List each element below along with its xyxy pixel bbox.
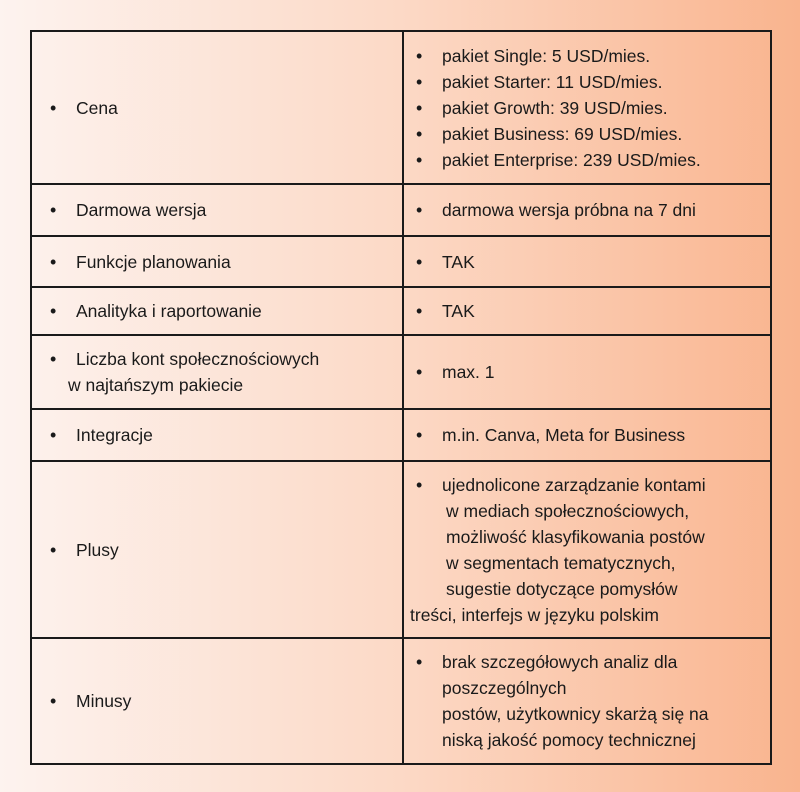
price-item: • pakiet Enterprise: 239 USD/mies. bbox=[412, 147, 762, 173]
row-value-cell bbox=[403, 31, 771, 184]
row-value-cell bbox=[403, 184, 771, 236]
price-item: • pakiet Single: 5 USD/mies. bbox=[412, 43, 762, 69]
row-label-cell bbox=[31, 409, 403, 461]
row-label-continued: w najtańszym pakiecie bbox=[68, 375, 244, 395]
row-value-cell bbox=[403, 409, 771, 461]
row-value-cell bbox=[403, 461, 771, 638]
table-row bbox=[31, 409, 771, 461]
row-label-cell bbox=[31, 461, 403, 638]
row-value-cell bbox=[403, 287, 771, 335]
pros-line: w mediach społecznościowych, bbox=[446, 500, 690, 521]
row-label-cell bbox=[31, 184, 403, 236]
pros-line: • ujednolicone zarządzanie kontami bbox=[412, 472, 762, 498]
cons-line: postów, użytkownicy skarżą się na bbox=[442, 704, 709, 724]
comparison-table bbox=[30, 30, 772, 765]
price-item: • pakiet Business: 69 USD/mies. bbox=[412, 121, 762, 147]
price-item: • pakiet Starter: 11 USD/mies. bbox=[412, 69, 762, 95]
row-label: • Integracje bbox=[46, 422, 394, 448]
table-row bbox=[31, 236, 771, 287]
row-value-cell bbox=[403, 638, 771, 764]
row-label-cell bbox=[31, 335, 403, 409]
table-row bbox=[31, 335, 771, 409]
row-label: • Minusy bbox=[46, 688, 394, 714]
row-label: • Funkcje planowania bbox=[46, 249, 394, 275]
pros-line: możliwość klasyfikowania postów bbox=[446, 526, 705, 547]
price-item: • pakiet Growth: 39 USD/mies. bbox=[412, 95, 762, 121]
row-value: • darmowa wersja próbna na 7 dni bbox=[412, 197, 762, 223]
row-label: • Liczba kont społecznościowych bbox=[46, 346, 394, 372]
row-label-cell bbox=[31, 236, 403, 287]
row-label: • Plusy bbox=[46, 537, 394, 563]
row-value-cell bbox=[403, 236, 771, 287]
pros-line: treści, interfejs w języku polskim bbox=[410, 604, 659, 625]
table-row bbox=[31, 184, 771, 236]
row-value: • max. 1 bbox=[412, 359, 762, 385]
pros-line: w segmentach tematycznych, bbox=[446, 552, 676, 573]
row-label: • Analityka i raportowanie bbox=[46, 298, 394, 324]
table-row bbox=[31, 287, 771, 335]
row-value: • m.in. Canva, Meta for Business bbox=[412, 422, 762, 448]
row-label: • Cena bbox=[46, 95, 394, 121]
row-label: • Darmowa wersja bbox=[46, 197, 394, 223]
row-label-cell bbox=[31, 287, 403, 335]
table-row bbox=[31, 461, 771, 638]
row-value-cell bbox=[403, 335, 771, 409]
row-label-cell bbox=[31, 638, 403, 764]
cons-line: poszczególnych bbox=[442, 678, 567, 698]
row-label-cell bbox=[31, 31, 403, 184]
cons-line: • brak szczegółowych analiz dla bbox=[412, 649, 762, 675]
table-row bbox=[31, 638, 771, 764]
pros-line: sugestie dotyczące pomysłów bbox=[446, 578, 678, 599]
row-value: • TAK bbox=[412, 298, 762, 324]
table-row bbox=[31, 31, 771, 184]
cons-line: niską jakość pomocy technicznej bbox=[442, 730, 696, 750]
row-value: • TAK bbox=[412, 249, 762, 275]
